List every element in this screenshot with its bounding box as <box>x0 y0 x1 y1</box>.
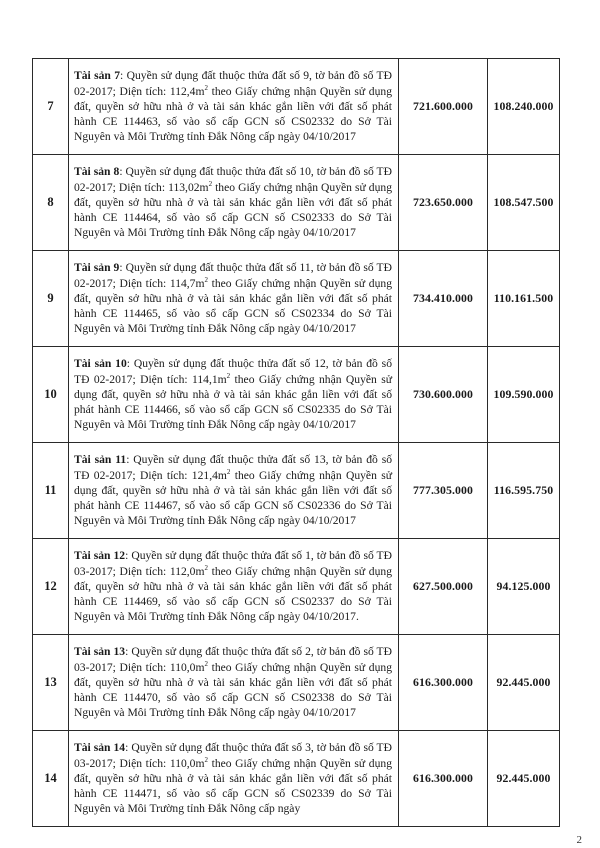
starting-price: 616.300.000 <box>399 635 488 731</box>
asset-description <box>69 347 399 443</box>
asset-label: Tài sản 9 <box>74 261 120 275</box>
starting-price: 627.500.000 <box>399 539 488 635</box>
superscript-two: 2 <box>226 371 231 380</box>
asset-description <box>69 251 399 347</box>
row-index: 10 <box>33 347 69 443</box>
row-index: 9 <box>33 251 69 347</box>
asset-label: Tài sản 14 <box>74 741 126 755</box>
row-index: 11 <box>33 443 69 539</box>
asset-description <box>69 635 399 731</box>
asset-text: : Quyền sử dụng đất thuộc thửa đất số 10, tờ bản đồ số TĐ 02-2017; Diện tích: $113,02m^2$ theo Giấy chứng nhận Quyền sử dụng đất, quyền sở hữu nhà ở và tài sản khác gắn liền với đất số phát hành CE 114464, số vào sổ cấp GCN số CS02333 do Sở Tài Nguyên và Môi Trường tỉnh Đắk Nông cấp ngày 04/10/2017 <box>74 165 392 240</box>
asset-label: Tài sản 10 <box>74 357 127 371</box>
asset-description <box>69 443 399 539</box>
deposit-amount: 92.445.000 <box>488 731 560 827</box>
superscript-two: 2 <box>204 563 208 572</box>
table-row <box>33 155 560 251</box>
asset-description <box>69 731 399 827</box>
asset-text: : Quyền sử dụng đất thuộc thửa đất số 2, tờ bản đồ số TĐ 03-2017; Diện tích: $110,0m^2$ theo Giấy chứng nhận Quyền sử dụng đất, quyền sở hữu nhà ở và tài sản khác gắn liền với đất số phát hành CE 114470, số vào sổ cấp GCN số CS02338 do Sở Tài Nguyên và Môi Trường tỉnh Đắk Nông cấp ngày 04/10/2017 <box>74 645 392 720</box>
deposit-amount: 108.547.500 <box>488 155 560 251</box>
asset-description <box>69 539 399 635</box>
deposit-amount: 116.595.750 <box>488 443 560 539</box>
table-row <box>33 635 560 731</box>
table-row <box>33 251 560 347</box>
table-row <box>33 443 560 539</box>
starting-price: 721.600.000 <box>399 59 488 155</box>
table-row <box>33 59 560 155</box>
table-row <box>33 347 560 443</box>
superscript-two: 2 <box>204 275 208 284</box>
row-index: 13 <box>33 635 69 731</box>
deposit-amount: 110.161.500 <box>488 251 560 347</box>
asset-label: Tài sản 8 <box>74 165 120 179</box>
asset-label: Tài sản 12 <box>74 549 126 563</box>
starting-price: 616.300.000 <box>399 731 488 827</box>
superscript-two: 2 <box>204 83 208 92</box>
deposit-amount: 109.590.000 <box>488 347 560 443</box>
starting-price: 723.650.000 <box>399 155 488 251</box>
row-index: 12 <box>33 539 69 635</box>
asset-text: : Quyền sử dụng đất thuộc thửa đất số 1, tờ bản đồ số TĐ 03-2017; Diện tích: $112,0m^2$ theo Giấy chứng nhận Quyền sử dụng đất, quyền sở hữu nhà ở và tài sản khác gắn liền với đất số phát hành CE 114469, số vào sổ cấp GCN số CS02337 do Sở Tài Nguyên và Môi Trường tỉnh Đắk Nông cấp ngày 04/10/2017. <box>74 549 392 624</box>
superscript-two: 2 <box>208 179 213 188</box>
superscript-two: 2 <box>204 659 208 668</box>
superscript-two: 2 <box>226 467 231 476</box>
superscript-two: 2 <box>204 755 208 764</box>
deposit-amount: 92.445.000 <box>488 635 560 731</box>
asset-text: : Quyền sử dụng đất thuộc thửa đất số 9, tờ bản đồ số TĐ 02-2017; Diện tích: $112,4m^2$ theo Giấy chứng nhận Quyền sử dụng đất, quyền sở hữu nhà ở và tài sản khác gắn liền với đất số phát hành CE 114463, số vào sổ cấp GCN số CS02332 do Sở Tài Nguyên và Môi Trường tỉnh Đắk Nông cấp ngày 04/10/2017 <box>74 69 392 144</box>
asset-description <box>69 155 399 251</box>
asset-text: : Quyền sử dụng đất thuộc thửa đất số 3, tờ bản đồ số TĐ 03-2017; Diện tích: $110,0m^2$ theo Giấy chứng nhận Quyền sử dụng đất, quyền sở hữu nhà ở và tài sản khác gắn liền với đất số phát hành CE 114471, số vào sổ cấp GCN số CS02339 do Sở Tài Nguyên và Môi Trường tỉnh Đắk Nông cấp ngày <box>74 741 392 816</box>
starting-price: 730.600.000 <box>399 347 488 443</box>
table-row <box>33 731 560 827</box>
page-number: 2 <box>576 834 582 846</box>
asset-label: Tài sản 7 <box>74 69 121 83</box>
row-index: 7 <box>33 59 69 155</box>
starting-price: 777.305.000 <box>399 443 488 539</box>
asset-label: Tài sản 13 <box>74 645 126 659</box>
asset-description <box>69 59 399 155</box>
row-index: 8 <box>33 155 69 251</box>
starting-price: 734.410.000 <box>399 251 488 347</box>
asset-text: : Quyền sử dụng đất thuộc thửa đất số 13, tờ bản đồ số TĐ 02-2017; Diện tích: $121,4m^2$ theo Giấy chứng nhận Quyền sử dụng đất, quyền sở hữu nhà ở và tài sản khác gắn liền với đất số phát hành CE 114467, số vào sổ cấp GCN số CS02336 do Sở Tài Nguyên và Môi Trường tỉnh Đắk Nông cấp ngày 04/10/2017 <box>74 453 393 528</box>
deposit-amount: 108.240.000 <box>488 59 560 155</box>
row-index: 14 <box>33 731 69 827</box>
asset-text: : Quyền sử dụng đất thuộc thửa đất số 12, tờ bản đồ số TĐ 02-2017; Diện tích: $114,1m^2$ theo Giấy chứng nhận Quyền sử dụng đất, quyền sở hữu nhà ở và tài sản khác gắn liền với đất số phát hành CE 114466, số vào sổ cấp GCN số CS02335 do Sở Tài Nguyên và Môi Trường tỉnh Đắk Nông cấp ngày 04/10/2017 <box>74 357 392 432</box>
deposit-amount: 94.125.000 <box>488 539 560 635</box>
asset-table <box>32 58 560 827</box>
asset-label: Tài sản 11 <box>74 453 127 467</box>
table-row <box>33 539 560 635</box>
asset-text: : Quyền sử dụng đất thuộc thửa đất số 11, tờ bản đồ số TĐ 02-2017; Diện tích: $114,7m^2$ theo Giấy chứng nhận Quyền sử dụng đất, quyền sở hữu nhà ở và tài sản khác gắn liền với đất số phát hành CE 114465, số vào sổ cấp GCN số CS02334 do Sở Tài Nguyên và Môi Trường tỉnh Đắk Nông cấp ngày 04/10/2017 <box>74 261 392 336</box>
